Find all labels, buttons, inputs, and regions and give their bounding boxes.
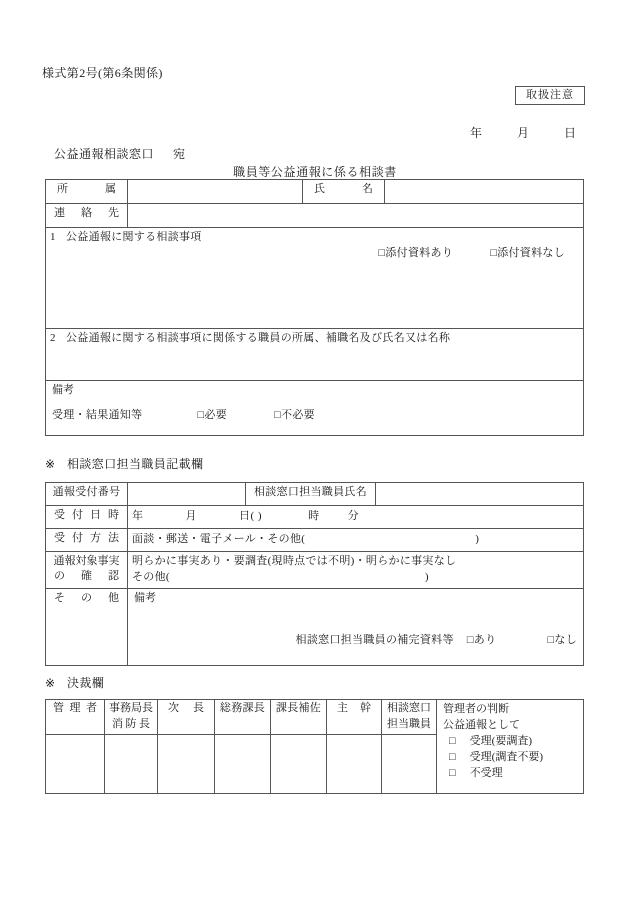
- judgement-subheading: 公益通報として: [443, 718, 520, 731]
- supplement-no-option[interactable]: □なし: [547, 633, 577, 649]
- supplement-label: 相談窓口担当職員の補完資料等: [295, 633, 454, 646]
- addressee-suffix: 宛: [173, 147, 186, 161]
- item1-cell[interactable]: [46, 228, 584, 329]
- table-row: [46, 180, 584, 204]
- approval-table: [45, 699, 584, 794]
- addressee-line: [54, 145, 186, 162]
- affiliation-input-cell[interactable]: [128, 180, 303, 204]
- approval-col-director: 事務局長 消 防 長: [105, 700, 158, 735]
- table-row: [46, 506, 584, 529]
- other-label-cell: そ の 他: [46, 588, 128, 665]
- section-mark-icon: ※: [45, 457, 56, 471]
- receipt-number-label: 通報受付番号: [46, 483, 128, 506]
- table-row: [46, 329, 584, 381]
- method-label-cell: 受 付 方 法: [46, 529, 128, 552]
- fact-options-cell[interactable]: [128, 552, 584, 589]
- receipt-number-input[interactable]: [128, 483, 246, 506]
- dt-day: 日( ): [239, 510, 263, 523]
- contact-label-cell: 連 絡 先: [46, 204, 128, 228]
- approval-col-assistant-manager: 課長補佐: [271, 700, 327, 735]
- affiliation-label-cell: 所 属: [46, 180, 128, 204]
- checkbox-icon[interactable]: □: [466, 633, 474, 646]
- sign-director[interactable]: [105, 734, 158, 793]
- notify-label: 受理・結果通知等: [52, 408, 143, 421]
- dt-year: 年: [132, 510, 144, 523]
- approval-header-row: [46, 700, 584, 735]
- staff-section-heading: ※ 相談窓口担当職員記載欄: [45, 457, 204, 471]
- supplement-yes-option[interactable]: □あり: [467, 633, 497, 649]
- staff-name-input[interactable]: [376, 483, 584, 506]
- checkbox-icon[interactable]: □: [490, 246, 498, 259]
- judgement-option-reject[interactable]: □ 不受理: [443, 766, 577, 782]
- table-row: [46, 529, 584, 552]
- item2-heading: 2 公益通報に関する相談事項に関係する職員の所属、補職名及び氏名又は名称: [50, 332, 451, 344]
- judgement-option-accept-investigate[interactable]: □ 受理(要調査): [443, 734, 577, 750]
- approval-col-consult-staff: 相談窓口 担当職員: [382, 700, 437, 735]
- remarks-cell[interactable]: [46, 381, 584, 436]
- document-title: 職員等公益通報に係る相談書: [233, 165, 397, 179]
- method-options: 面談・郵送・電子メール・その他(: [132, 533, 306, 546]
- section-mark-icon: ※: [45, 676, 56, 690]
- checkbox-icon[interactable]: □: [449, 766, 456, 779]
- approval-col-general-affairs: 総務課長: [215, 700, 271, 735]
- judgement-option-accept-no-investigate[interactable]: □ 受理(調査不要): [443, 750, 577, 766]
- fact-label-cell: 通報対象事実 の 確 認: [46, 552, 128, 589]
- attachment-yes-option[interactable]: □添付資料あり: [378, 246, 453, 262]
- other-remarks-cell[interactable]: [128, 588, 584, 665]
- supplement-row: [128, 607, 583, 651]
- staff-name-label: 相談窓口担当職員氏名: [246, 483, 376, 506]
- date-line: [470, 124, 577, 141]
- table-row: [46, 483, 584, 506]
- remarks-notify-row: [46, 399, 583, 427]
- table-row: [46, 588, 584, 665]
- datetime-input-cell[interactable]: [128, 506, 584, 529]
- other-remarks-label: 備考: [134, 591, 156, 604]
- datetime-label-cell: 受 付 日 時: [46, 506, 128, 529]
- fact-other-row: その他( ): [132, 570, 429, 583]
- staff-record-table: [45, 482, 584, 666]
- item1-heading: 1 公益通報に関する相談事項: [50, 231, 202, 243]
- attachment-no-option[interactable]: □添付資料なし: [490, 246, 565, 262]
- approval-section-heading: ※ 決裁欄: [45, 676, 105, 690]
- dt-minute: 分: [347, 510, 360, 523]
- checkbox-icon[interactable]: □: [547, 633, 555, 646]
- manager-judgement-cell[interactable]: [437, 700, 584, 794]
- table-row: [46, 228, 584, 329]
- notify-not-required-option[interactable]: □不必要: [274, 408, 315, 424]
- table-row: [46, 552, 584, 589]
- sign-chief[interactable]: [327, 734, 382, 793]
- sign-general-affairs[interactable]: [215, 734, 271, 793]
- approval-col-manager: 管 理 者: [46, 700, 105, 735]
- handling-note-box: 取扱注意: [515, 86, 585, 105]
- dt-hour: 時: [308, 510, 320, 523]
- judgement-heading: 管理者の判断: [443, 703, 509, 715]
- approval-col-chief: 主 幹: [327, 700, 382, 735]
- sign-deputy[interactable]: [158, 734, 215, 793]
- date-year-label: 年: [470, 126, 484, 140]
- date-month-label: 月: [517, 126, 531, 140]
- checkbox-icon[interactable]: □: [197, 408, 205, 421]
- form-number: 様式第2号(第6条関係): [42, 66, 163, 80]
- fact-label-line1: 通報対象事実: [53, 555, 120, 567]
- item1-attachment-options: [50, 246, 579, 262]
- table-row: [46, 381, 584, 436]
- dt-month: 月: [185, 510, 197, 523]
- method-options-cell[interactable]: [128, 529, 584, 552]
- checkbox-icon[interactable]: □: [449, 750, 456, 763]
- applicant-table: [45, 179, 584, 436]
- method-close-paren: ): [475, 533, 480, 546]
- approval-col-deputy: 次 長: [158, 700, 215, 735]
- sign-consult-staff[interactable]: [382, 734, 437, 793]
- name-label-cell: 氏 名: [303, 180, 385, 204]
- fact-options: 明らかに事実あり・要調査(現時点では不明)・明らかに事実なし: [132, 555, 457, 567]
- sign-manager[interactable]: [46, 734, 105, 793]
- checkbox-icon[interactable]: □: [378, 246, 386, 259]
- notify-required-option[interactable]: □必要: [197, 408, 227, 424]
- contact-input-cell[interactable]: [128, 204, 584, 228]
- name-input-cell[interactable]: [385, 180, 584, 204]
- sign-assistant-manager[interactable]: [271, 734, 327, 793]
- remarks-label: 備考: [52, 384, 74, 396]
- table-row: [46, 204, 584, 228]
- checkbox-icon[interactable]: □: [274, 408, 282, 421]
- addressee-name: 公益通報相談窓口: [54, 147, 155, 161]
- date-day-label: 日: [564, 126, 578, 140]
- item2-cell[interactable]: [46, 329, 584, 381]
- checkbox-icon[interactable]: □: [449, 734, 456, 747]
